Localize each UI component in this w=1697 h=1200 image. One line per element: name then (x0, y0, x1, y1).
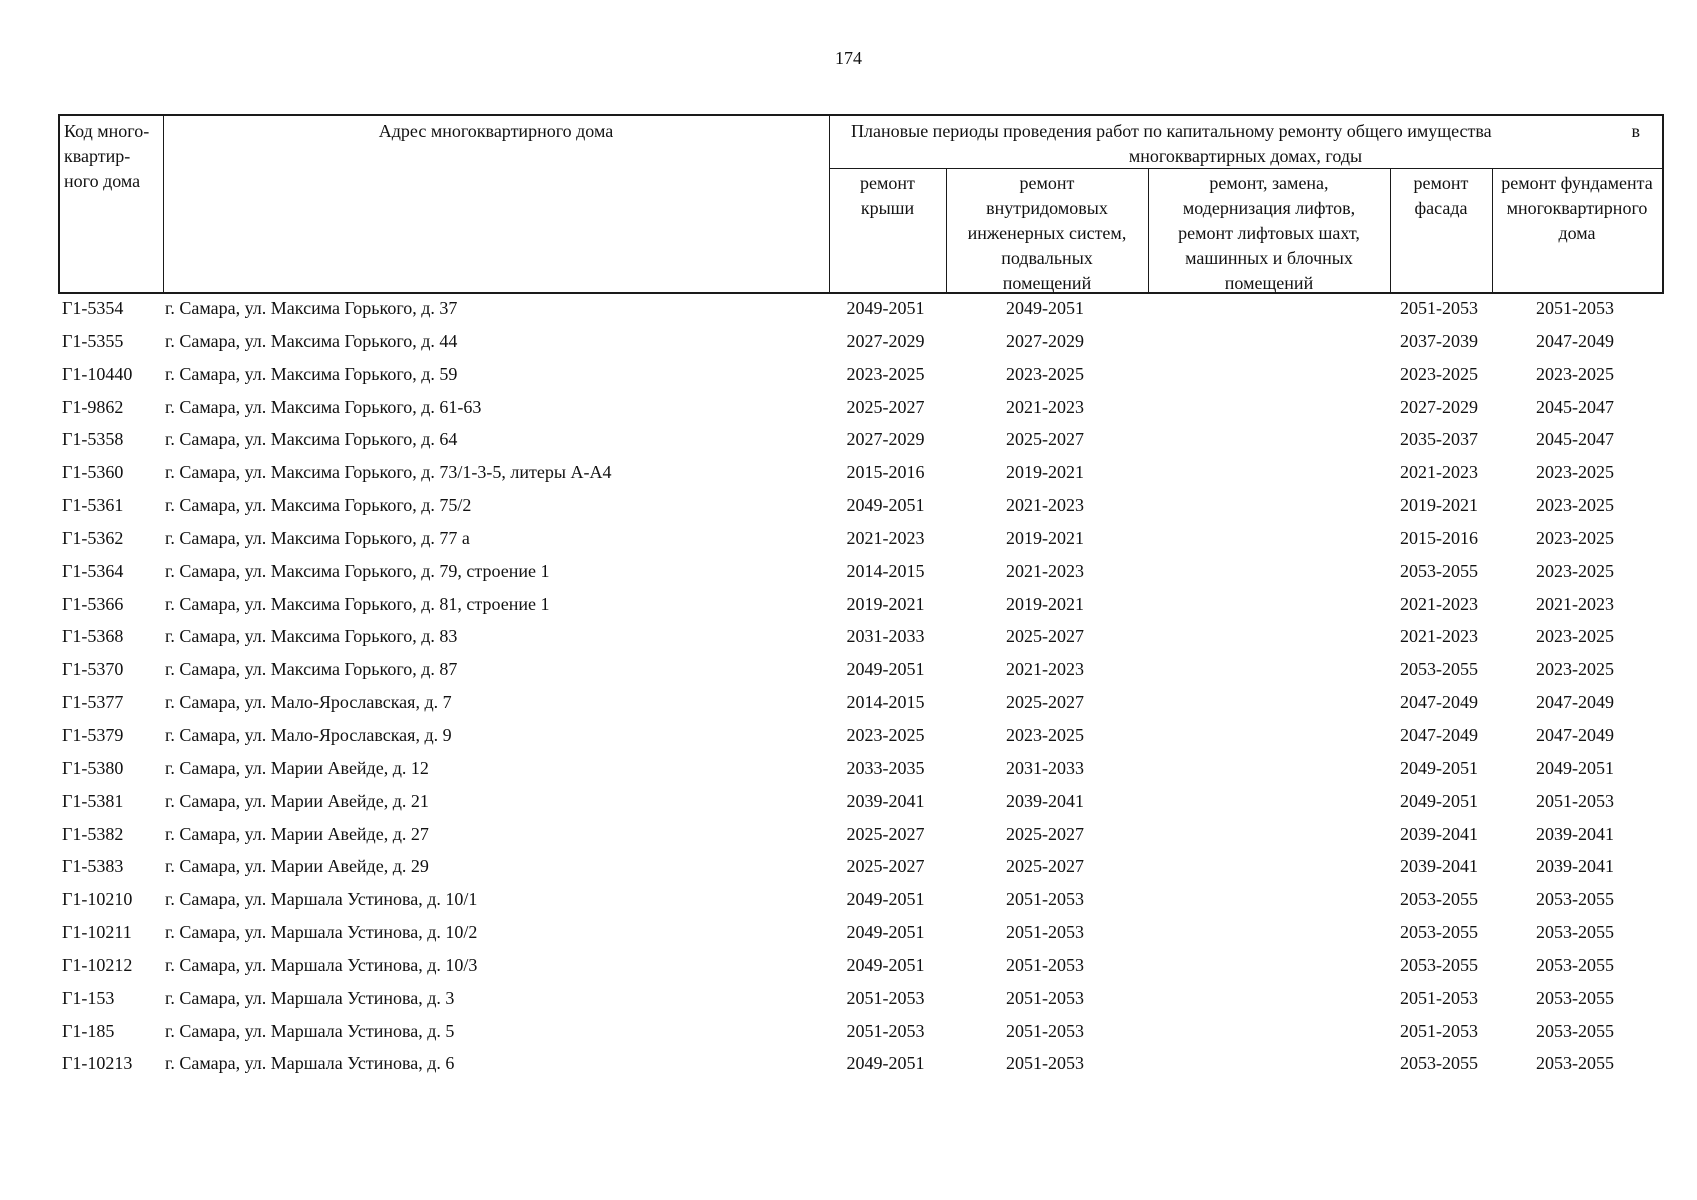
header-foundation-line: дома (1558, 223, 1596, 243)
row-systems-period: 2019-2021 (1006, 527, 1084, 548)
row-code: Г1-5383 (62, 856, 124, 877)
row-address: г. Самара, ул. Марии Авейде, д. 29 (165, 856, 429, 877)
table-row (58, 688, 1664, 721)
header-code (60, 116, 163, 292)
header-planned-periods-text: Плановые периоды проведения работ по капитальному ремонту общего имущества (851, 121, 1492, 141)
row-roof-period: 2051-2053 (846, 1020, 925, 1041)
header-systems-line: помещений (1002, 273, 1092, 293)
row-foundation-period: 2049-2051 (1536, 757, 1614, 778)
row-systems-period: 2051-2053 (1006, 889, 1084, 910)
table-row (58, 458, 1664, 491)
row-code: Г1-9862 (62, 396, 124, 417)
row-code: Г1-5360 (62, 462, 124, 483)
row-systems-period: 2051-2053 (1006, 954, 1084, 975)
row-systems-period: 2025-2027 (1006, 429, 1084, 450)
row-roof-period: 2023-2025 (846, 724, 925, 745)
header-planned-periods-line1 (829, 119, 1662, 144)
row-address: г. Самара, ул. Маршала Устинова, д. 5 (165, 1020, 455, 1041)
row-foundation-period: 2053-2055 (1536, 987, 1614, 1008)
table-row (58, 327, 1664, 360)
row-code: Г1-5380 (62, 757, 124, 778)
row-systems-period: 2021-2023 (1006, 396, 1084, 417)
row-address: г. Самара, ул. Максима Горького, д. 64 (165, 429, 458, 450)
header-systems-line: ремонт (1019, 173, 1075, 193)
row-foundation-period: 2053-2055 (1536, 954, 1614, 975)
row-address: г. Самара, ул. Маршала Устинова, д. 10/2 (165, 922, 478, 943)
row-foundation-period: 2047-2049 (1536, 330, 1614, 351)
row-roof-period: 2049-2051 (846, 659, 925, 680)
row-systems-period: 2025-2027 (1006, 626, 1084, 647)
header-systems-line: подвальных (1001, 248, 1093, 268)
row-code: Г1-5382 (62, 823, 124, 844)
row-foundation-period: 2053-2055 (1536, 922, 1614, 943)
row-systems-period: 2021-2023 (1006, 495, 1084, 516)
row-facade-period: 2047-2049 (1400, 692, 1478, 713)
row-code: Г1-5366 (62, 593, 124, 614)
row-address: г. Самара, ул. Максима Горького, д. 59 (165, 363, 458, 384)
row-foundation-period: 2023-2025 (1536, 659, 1614, 680)
row-systems-period: 2049-2051 (1006, 298, 1084, 318)
table-row (58, 885, 1664, 918)
row-facade-period: 2021-2023 (1400, 462, 1478, 483)
row-address: г. Самара, ул. Маршала Устинова, д. 3 (165, 987, 455, 1008)
table-row (58, 852, 1664, 885)
row-foundation-period: 2045-2047 (1536, 429, 1614, 450)
table-row (58, 491, 1664, 524)
row-foundation-period: 2023-2025 (1536, 527, 1614, 548)
row-address: г. Самара, ул. Максима Горького, д. 44 (165, 330, 458, 351)
row-foundation-period: 2045-2047 (1536, 396, 1614, 417)
row-foundation-period: 2051-2053 (1536, 790, 1614, 811)
row-foundation-period: 2051-2053 (1536, 298, 1614, 318)
row-facade-period: 2051-2053 (1400, 1020, 1478, 1041)
row-code: Г1-185 (62, 1020, 115, 1041)
row-address: г. Самара, ул. Максима Горького, д. 37 (165, 298, 458, 318)
row-address: г. Самара, ул. Маршала Устинова, д. 10/3 (165, 954, 478, 975)
row-roof-period: 2033-2035 (846, 757, 925, 778)
row-roof-period: 2049-2051 (846, 889, 925, 910)
table-row (58, 524, 1664, 557)
row-facade-period: 2053-2055 (1400, 922, 1478, 943)
row-systems-period: 2023-2025 (1006, 363, 1084, 384)
row-address: г. Самара, ул. Марии Авейде, д. 27 (165, 823, 429, 844)
header-lifts-line: ремонт, замена, (1209, 173, 1329, 193)
row-address: г. Самара, ул. Максима Горького, д. 83 (165, 626, 458, 647)
row-systems-period: 2023-2025 (1006, 724, 1084, 745)
row-foundation-period: 2053-2055 (1536, 889, 1614, 910)
row-code: Г1-5361 (62, 495, 124, 516)
row-code: Г1-5381 (62, 790, 124, 811)
row-systems-period: 2025-2027 (1006, 856, 1084, 877)
row-roof-period: 2049-2051 (846, 298, 925, 318)
row-code: Г1-5368 (62, 626, 124, 647)
table-body (58, 294, 1664, 1082)
row-facade-period: 2053-2055 (1400, 954, 1478, 975)
row-roof-period: 2025-2027 (846, 823, 925, 844)
row-facade-period: 2047-2049 (1400, 724, 1478, 745)
row-code: Г1-153 (62, 987, 115, 1008)
row-roof-period: 2049-2051 (846, 922, 925, 943)
table-row (58, 655, 1664, 688)
row-code: Г1-5370 (62, 659, 124, 680)
header-lifts (1148, 168, 1390, 292)
row-address: г. Самара, ул. Максима Горького, д. 81, строение 1 (165, 593, 550, 614)
row-facade-period: 2053-2055 (1400, 659, 1478, 680)
row-roof-period: 2023-2025 (846, 363, 925, 384)
row-systems-period: 2019-2021 (1006, 593, 1084, 614)
row-foundation-period: 2023-2025 (1536, 363, 1614, 384)
row-systems-period: 2031-2033 (1006, 757, 1084, 778)
row-foundation-period: 2023-2025 (1536, 626, 1614, 647)
row-roof-period: 2021-2023 (846, 527, 925, 548)
page-number: 174 (835, 48, 862, 68)
row-code: Г1-5379 (62, 724, 124, 745)
table-row (58, 557, 1664, 590)
header-foundation-line: многоквартирного (1506, 198, 1648, 218)
row-facade-period: 2039-2041 (1400, 856, 1478, 877)
row-facade-period: 2053-2055 (1400, 889, 1478, 910)
row-address: г. Самара, ул. Максима Горького, д. 87 (165, 659, 458, 680)
table-row (58, 918, 1664, 951)
table-row (58, 951, 1664, 984)
header-address: Адрес многоквартирного дома (378, 121, 614, 141)
row-systems-period: 2051-2053 (1006, 1020, 1084, 1041)
row-facade-period: 2027-2029 (1400, 396, 1478, 417)
table-row (58, 754, 1664, 787)
row-foundation-period: 2023-2025 (1536, 462, 1614, 483)
header-roof-line: крыши (860, 198, 915, 218)
row-facade-period: 2051-2053 (1400, 298, 1478, 318)
row-roof-period: 2051-2053 (846, 987, 925, 1008)
row-code: Г1-5354 (62, 298, 124, 318)
row-code: Г1-5355 (62, 330, 124, 351)
row-address: г. Самара, ул. Мало-Ярославская, д. 9 (165, 724, 452, 745)
row-systems-period: 2027-2029 (1006, 330, 1084, 351)
row-foundation-period: 2039-2041 (1536, 856, 1614, 877)
row-systems-period: 2051-2053 (1006, 1053, 1084, 1074)
header-lifts-line: помещений (1224, 273, 1314, 293)
row-facade-period: 2035-2037 (1400, 429, 1478, 450)
row-roof-period: 2027-2029 (846, 330, 925, 351)
row-code: Г1-10210 (62, 889, 133, 910)
table-header (58, 114, 1664, 294)
row-roof-period: 2031-2033 (846, 626, 925, 647)
row-foundation-period: 2053-2055 (1536, 1020, 1614, 1041)
table-row (58, 787, 1664, 820)
header-code-line: квартир- (64, 146, 131, 166)
table-row (58, 1049, 1664, 1082)
row-roof-period: 2039-2041 (846, 790, 925, 811)
row-roof-period: 2049-2051 (846, 954, 925, 975)
table-row (58, 1017, 1664, 1050)
table-row (58, 622, 1664, 655)
row-foundation-period: 2039-2041 (1536, 823, 1614, 844)
row-code: Г1-5364 (62, 560, 124, 581)
row-roof-period: 2019-2021 (846, 593, 925, 614)
row-code: Г1-10211 (62, 922, 132, 943)
row-roof-period: 2027-2029 (846, 429, 925, 450)
row-address: г. Самара, ул. Максима Горького, д. 75/2 (165, 495, 472, 516)
header-systems (946, 168, 1148, 292)
row-code: Г1-5362 (62, 527, 124, 548)
row-systems-period: 2025-2027 (1006, 692, 1084, 713)
row-address: г. Самара, ул. Максима Горького, д. 73/1-3-5, литеры А-А4 (165, 462, 612, 483)
row-foundation-period: 2047-2049 (1536, 692, 1614, 713)
row-code: Г1-5358 (62, 429, 124, 450)
header-foundation-line: ремонт фундамента (1501, 173, 1653, 193)
table-row (58, 721, 1664, 754)
row-address: г. Самара, ул. Мало-Ярославская, д. 7 (165, 692, 452, 713)
row-code: Г1-10440 (62, 363, 133, 384)
row-address: г. Самара, ул. Максима Горького, д. 77 а (165, 527, 470, 548)
row-foundation-period: 2053-2055 (1536, 1053, 1614, 1074)
header-planned-periods (829, 116, 1662, 168)
header-roof (829, 168, 946, 292)
row-foundation-period: 2023-2025 (1536, 495, 1614, 516)
header-roof-line: ремонт (860, 173, 915, 193)
row-address: г. Самара, ул. Маршала Устинова, д. 6 (165, 1053, 455, 1074)
header-code-line: ного дома (64, 171, 141, 191)
row-facade-period: 2015-2016 (1400, 527, 1478, 548)
row-facade-period: 2037-2039 (1400, 330, 1478, 351)
row-facade-period: 2019-2021 (1400, 495, 1478, 516)
table-row (58, 820, 1664, 853)
row-address: г. Самара, ул. Максима Горького, д. 79, строение 1 (165, 560, 550, 581)
header-planned-periods-end: в (1631, 121, 1640, 141)
row-code: Г1-5377 (62, 692, 124, 713)
row-roof-period: 2014-2015 (846, 692, 925, 713)
row-roof-period: 2049-2051 (846, 495, 925, 516)
row-systems-period: 2019-2021 (1006, 462, 1084, 483)
header-systems-line: инженерных систем, (967, 223, 1127, 243)
row-address: г. Самара, ул. Марии Авейде, д. 12 (165, 757, 429, 778)
row-facade-period: 2053-2055 (1400, 1053, 1478, 1074)
row-code: Г1-10213 (62, 1053, 133, 1074)
row-systems-period: 2025-2027 (1006, 823, 1084, 844)
header-lifts-line: ремонт лифтовых шахт, (1178, 223, 1360, 243)
row-foundation-period: 2023-2025 (1536, 560, 1614, 581)
row-facade-period: 2053-2055 (1400, 560, 1478, 581)
header-facade-line: ремонт (1413, 173, 1469, 193)
table-row (58, 984, 1664, 1017)
row-facade-period: 2023-2025 (1400, 363, 1478, 384)
row-roof-period: 2015-2016 (846, 462, 925, 483)
row-systems-period: 2039-2041 (1006, 790, 1084, 811)
row-roof-period: 2025-2027 (846, 396, 925, 417)
row-systems-period: 2021-2023 (1006, 560, 1084, 581)
row-foundation-period: 2021-2023 (1536, 593, 1614, 614)
table-row (58, 393, 1664, 426)
header-systems-line: внутридомовых (986, 198, 1108, 218)
row-roof-period: 2049-2051 (846, 1053, 925, 1074)
row-facade-period: 2049-2051 (1400, 757, 1478, 778)
header-facade-line: фасада (1414, 198, 1468, 218)
table-row (58, 360, 1664, 393)
row-facade-period: 2021-2023 (1400, 626, 1478, 647)
row-facade-period: 2049-2051 (1400, 790, 1478, 811)
row-roof-period: 2014-2015 (846, 560, 925, 581)
header-foundation (1492, 168, 1662, 292)
header-code-line: Код много- (64, 121, 150, 141)
header-facade (1390, 168, 1492, 292)
row-address: г. Самара, ул. Максима Горького, д. 61-63 (165, 396, 482, 417)
row-facade-period: 2051-2053 (1400, 987, 1478, 1008)
row-foundation-period: 2047-2049 (1536, 724, 1614, 745)
row-systems-period: 2051-2053 (1006, 922, 1084, 943)
row-address: г. Самара, ул. Маршала Устинова, д. 10/1 (165, 889, 478, 910)
row-facade-period: 2021-2023 (1400, 593, 1478, 614)
row-code: Г1-10212 (62, 954, 133, 975)
row-systems-period: 2021-2023 (1006, 659, 1084, 680)
table-row (58, 590, 1664, 623)
header-planned-periods-line2: многоквартирных домах, годы (1128, 146, 1363, 166)
row-facade-period: 2039-2041 (1400, 823, 1478, 844)
header-lifts-line: модернизация лифтов, (1182, 198, 1356, 218)
row-systems-period: 2051-2053 (1006, 987, 1084, 1008)
row-roof-period: 2025-2027 (846, 856, 925, 877)
table-row (58, 294, 1664, 327)
row-address: г. Самара, ул. Марии Авейде, д. 21 (165, 790, 429, 811)
table-row (58, 425, 1664, 458)
header-lifts-line: машинных и блочных (1185, 248, 1353, 268)
